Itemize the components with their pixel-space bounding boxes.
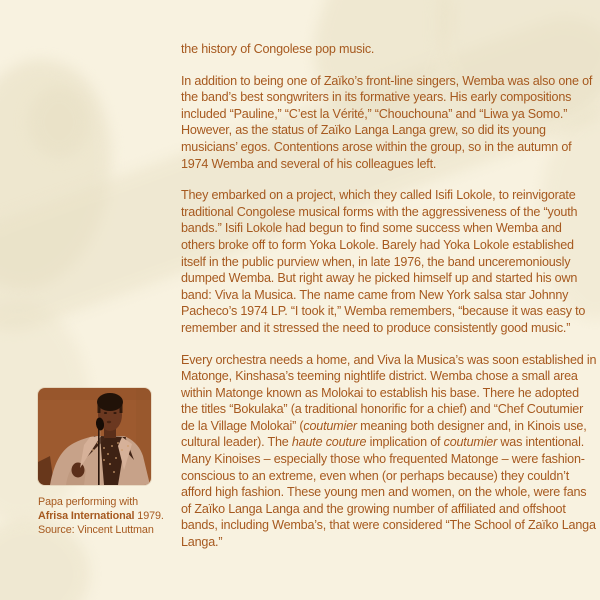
paragraph-viva-la-musica: Every orchestra needs a home, and Viva la Musica’s was soon established in Matonge, Kinshasa’s teeming nightlife district. Wemba chose a small area within Matonge known as Molokai to establish his base. There he adopted the titles “Bokulaka” (a traditional honorific for a chief) and “Chef Coutumier de la Village Molokai” (coutumier meaning both designer and, in Kinois use, cultural leader). The haute couture implication of coutumier was intentional. Many Kinoises – especially those who frequented Matonge – were fashion-conscious to an extreme, even when (or perhaps because) they couldn’t afford high fashion. These young men and women, on the whole, were fans of Zaïko Langa Langa and the growing number of affiliated and offshoot bands, including Wemba’s, that were considered “The School of Zaïko Langa Langa.” xyxy=(181,352,597,550)
article-text xyxy=(181,41,597,551)
papa-wemba-photo xyxy=(38,388,151,485)
background-silhouette xyxy=(28,86,90,158)
paragraph-zaiko: In addition to being one of Zaïko’s front-line singers, Wemba was also one of the band’s best songwriters in its formative years. His early compositions included “Pauline,” “C’est la Vérité,” “Chouchouna” and “Liwa ya Somo.” However, as the status of Zaïko Langa Langa grew, so did its young musicians’ egos. Contentions arose within the group, so in the autumn of 1974 Wemba and several of his colleagues left. xyxy=(181,73,593,171)
photo-caption: Papa performing with Afrisa International 1979. Source: Vincent Luttman xyxy=(38,496,164,536)
papa-wemba-photo-illustration xyxy=(38,388,151,485)
paragraph-isifi-lokole: They embarked on a project, which they called Isifi Lokole, to reinvigorate traditional Congolese musical forms with the aggressiveness of the “youth bands.” Isifi Lokole had begun to find some success when Wemba and others broke off to form Yoka Lokole. Barely had Yoka Lokole established itself in the public purview when, in late 1976, the band unceremoniously dumped Wemba. But right away he picked himself up and started his own band: Viva la Musica. The name came from New York salsa star Johnny Pacheco’s 1974 LP. “I took it,” Wemba remembers, “because it was easy to remember and it stressed the need to produce consistently good music.” xyxy=(181,188,586,335)
paragraph-history: the history of Congolese pop music. xyxy=(181,42,375,56)
